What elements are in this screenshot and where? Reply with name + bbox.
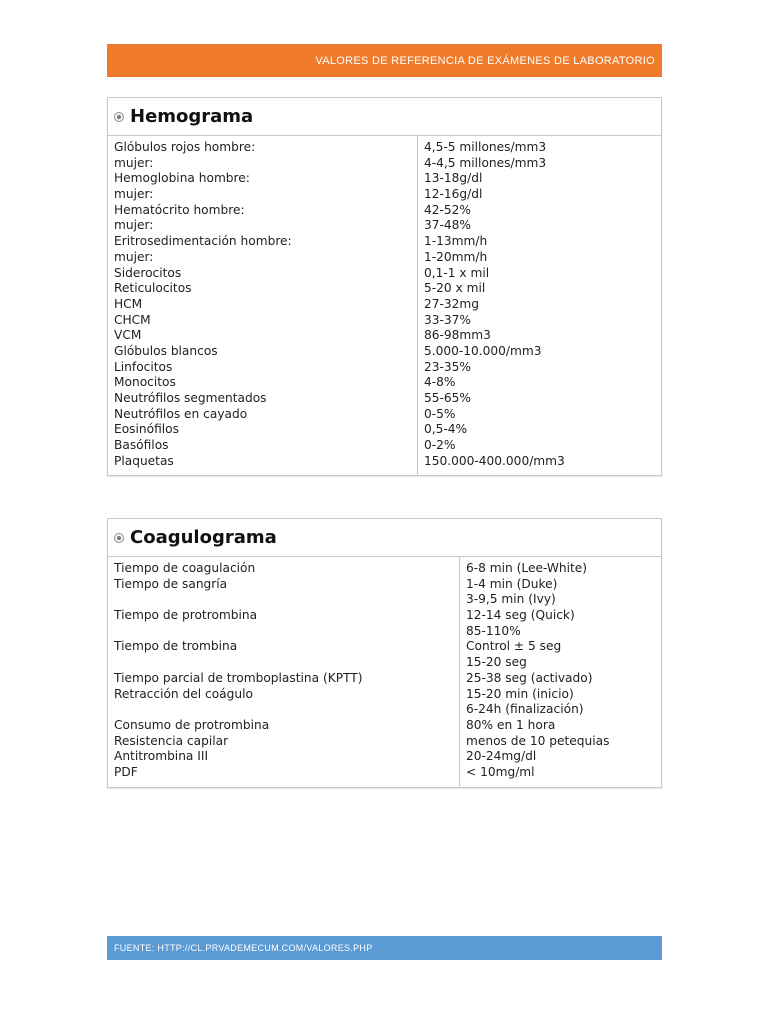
coagulograma-title: Coagulograma xyxy=(130,527,277,548)
coagulograma-test-name: Retracción del coágulo xyxy=(114,686,253,701)
coagulograma-test-name: Tiempo parcial de tromboplastina (KPTT) xyxy=(114,670,363,685)
hemograma-value-column xyxy=(418,136,662,475)
coagulograma-test-value: < 10mg/ml xyxy=(466,764,535,779)
hemograma-row-value: 27-32mg xyxy=(424,296,480,311)
coagulograma-test-name: Tiempo de coagulación xyxy=(114,561,256,575)
coagulograma-test-name: Consumo de protrombina xyxy=(114,717,270,732)
hemograma-row-value: 150.000-400.000/mm3 xyxy=(424,453,565,468)
coagulograma-test-value: 80% en 1 hora xyxy=(466,717,556,732)
coagulograma-test-name xyxy=(114,702,453,718)
hemograma-row-value: 55-65% xyxy=(424,391,471,405)
hemograma-row-value: 1-13mm/h xyxy=(424,234,488,249)
hemograma-row-value: 12-16g/dl xyxy=(424,187,483,202)
coagulograma-test-value: 12-14 seg (Quick) xyxy=(466,608,575,623)
coagulograma-title-bar xyxy=(108,519,661,557)
coagulograma-test-value: 25-38 seg (activado) xyxy=(466,670,593,685)
hemograma-row-value: 4-4,5 millones/mm3 xyxy=(424,155,547,170)
hemograma-row-value: 5.000-10.000/mm3 xyxy=(424,343,542,358)
coagulograma-test-value: Control ± 5 seg xyxy=(466,639,562,654)
coagulograma-test-value: 15-20 min (inicio) xyxy=(466,686,574,701)
coagulograma-test-value: 6-24h (finalización) xyxy=(466,702,584,717)
coagulograma-test-value: 6-8 min (Lee-White) xyxy=(466,561,588,575)
hemograma-title-bar xyxy=(108,98,661,136)
hemograma-row-label: Monocitos xyxy=(114,375,176,390)
hemograma-row-value: 5-20 x mil xyxy=(424,281,486,296)
hemograma-row-value: 0-5% xyxy=(424,406,456,421)
hemograma-row-value: 0-2% xyxy=(424,438,456,453)
coagulograma-test-value: menos de 10 petequias xyxy=(466,733,610,748)
hemograma-row-label: Eosinófilos xyxy=(114,422,179,437)
coagulograma-test-value: 20-24mg/dl xyxy=(466,749,537,764)
coagulograma-test-name xyxy=(114,624,453,640)
hemograma-row-label: CHCM xyxy=(114,312,151,327)
hemograma-row-label: Neutrófilos segmentados xyxy=(114,391,267,405)
footer-source: FUENTE: HTTP://CL.PRVADEMECUM.COM/VALORES.PHP xyxy=(114,943,373,953)
coagulograma-test-name: Tiempo de sangría xyxy=(114,576,228,591)
hemograma-row-label: Eritrosedimentación hombre: xyxy=(114,234,292,249)
hemograma-row-label: Hemoglobina hombre: xyxy=(114,171,250,186)
coagulograma-label-column xyxy=(108,557,460,787)
coagulograma-test-name: Resistencia capilar xyxy=(114,733,229,748)
coagulograma-test-value: 1-4 min (Duke) xyxy=(466,576,558,591)
hemograma-row-label: VCM xyxy=(114,328,142,343)
hemograma-row-value: 4-8% xyxy=(424,375,456,390)
hemograma-row-label: mujer: xyxy=(114,218,154,233)
hemograma-row-label: Basófilos xyxy=(114,438,169,453)
hemograma-row-value: 23-35% xyxy=(424,359,471,374)
coagulograma-test-value: 15-20 seg xyxy=(466,655,527,670)
hemograma-row-label: Siderocitos xyxy=(114,265,182,280)
hemograma-row-value: 33-37% xyxy=(424,312,471,327)
radio-bullet-icon xyxy=(114,533,124,543)
coagulograma-test-name: Tiempo de trombina xyxy=(114,639,238,654)
coagulograma-test-value: 85-110% xyxy=(466,623,521,638)
radio-bullet-icon xyxy=(114,112,124,122)
page-footer xyxy=(107,936,662,960)
page-header xyxy=(107,44,662,77)
hemograma-row-value: 4,5-5 millones/mm3 xyxy=(424,140,547,154)
hemograma-row-value: 1-20mm/h xyxy=(424,249,488,264)
hemograma-row-label: Hematócrito hombre: xyxy=(114,202,245,217)
coagulograma-test-name xyxy=(114,655,453,671)
coagulograma-panel xyxy=(107,518,662,788)
hemograma-row-label: mujer: xyxy=(114,187,154,202)
header-title: VALORES DE REFERENCIA DE EXÁMENES DE LABORATORIO xyxy=(315,54,655,67)
coagulograma-test-name: Tiempo de protrombina xyxy=(114,608,258,623)
hemograma-row-label: Reticulocitos xyxy=(114,281,192,296)
hemograma-label-column xyxy=(108,136,418,475)
coagulograma-table xyxy=(108,557,661,787)
hemograma-row-label: HCM xyxy=(114,296,143,311)
hemograma-row-value: 13-18g/dl xyxy=(424,171,483,186)
hemograma-panel xyxy=(107,97,662,476)
hemograma-row-label: mujer: xyxy=(114,155,154,170)
coagulograma-test-name xyxy=(114,592,453,608)
hemograma-table xyxy=(108,136,661,475)
hemograma-row-value: 37-48% xyxy=(424,218,471,233)
hemograma-row-label: Glóbulos rojos hombre: xyxy=(114,140,256,154)
coagulograma-test-name: Antitrombina III xyxy=(114,749,209,764)
coagulograma-test-value: 3-9,5 min (Ivy) xyxy=(466,592,556,607)
hemograma-row-label: Plaquetas xyxy=(114,453,174,468)
hemograma-row-value: 42-52% xyxy=(424,202,471,217)
hemograma-row-value: 86-98mm3 xyxy=(424,328,491,343)
hemograma-title: Hemograma xyxy=(130,106,254,127)
coagulograma-value-column xyxy=(460,557,662,787)
hemograma-row-value: 0,5-4% xyxy=(424,422,468,437)
hemograma-row-label: Neutrófilos en cayado xyxy=(114,406,248,421)
hemograma-row-label: mujer: xyxy=(114,249,154,264)
coagulograma-test-name: PDF xyxy=(114,764,138,779)
hemograma-row-label: Glóbulos blancos xyxy=(114,343,218,358)
hemograma-row-label: Linfocitos xyxy=(114,359,173,374)
hemograma-row-value: 0,1-1 x mil xyxy=(424,265,490,280)
